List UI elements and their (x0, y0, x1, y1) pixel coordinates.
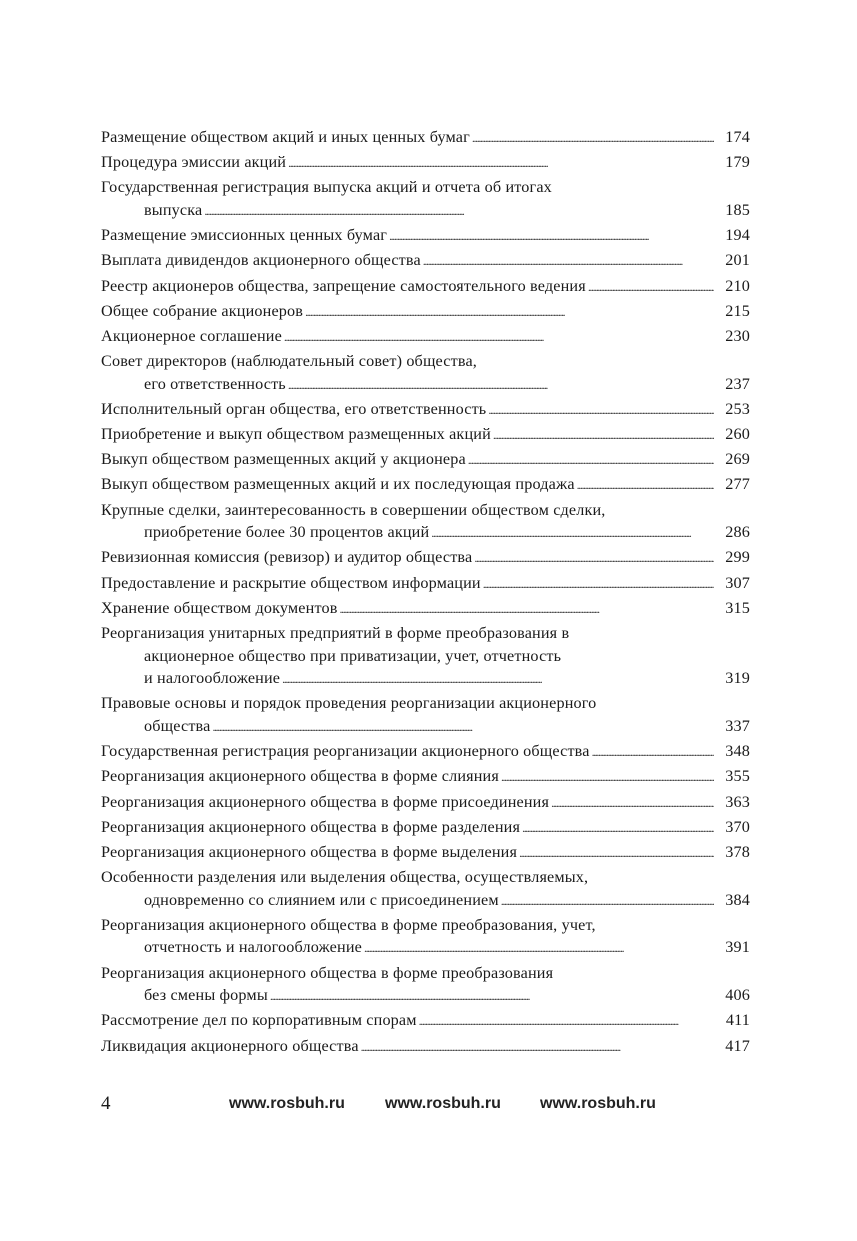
toc-page-number: 269 (725, 450, 750, 469)
dot-leader (212, 715, 714, 739)
toc-entry-title: Правовые основы и порядок проведения реорганизации акционерного (101, 694, 597, 713)
toc-page-number: 355 (725, 767, 750, 786)
toc-page-number: 370 (725, 817, 750, 836)
toc-entry[interactable] (101, 325, 750, 349)
toc-page-number: 348 (725, 742, 750, 761)
toc-page-number: 179 (725, 153, 750, 172)
toc-entry-title: одновременно со слиянием или с присоединением (144, 890, 499, 909)
dot-leader (389, 224, 714, 248)
toc-entry[interactable] (101, 692, 750, 738)
toc-entry-title: Особенности разделения или выделения общества, осуществляемых, (101, 868, 589, 887)
toc-entry-title: Хранение обществом документов (101, 598, 338, 617)
dot-leader (340, 597, 714, 621)
toc-page-number: 174 (725, 128, 750, 146)
toc-entry[interactable] (101, 622, 750, 691)
toc-entry[interactable] (101, 176, 750, 222)
toc-entry[interactable] (101, 816, 750, 840)
toc-entry[interactable] (101, 473, 750, 497)
toc-entry[interactable] (101, 249, 750, 273)
dot-leader (361, 1035, 714, 1059)
toc-entry-title: Реорганизация акционерного общества в форме преобразования, учет, (101, 915, 596, 934)
toc-entry-title: Выкуп обществом размещенных акций и их последующая продажа (101, 475, 575, 494)
dot-leader (501, 765, 714, 789)
toc-entry[interactable] (101, 962, 750, 1008)
toc-page-number: 315 (725, 598, 750, 617)
toc-entry-title: Реестр акционеров общества, запрещение самостоятельного ведения (101, 276, 586, 295)
toc-entry[interactable] (101, 765, 750, 789)
toc-page-number: 391 (725, 938, 750, 957)
toc-page-number: 406 (725, 986, 750, 1005)
toc-entry-title: выпуска (144, 200, 203, 219)
dot-leader (288, 373, 714, 397)
toc-entry-title: и налогообложение (144, 669, 281, 688)
dot-leader (419, 1009, 714, 1033)
toc-entry-title: Совет директоров (наблюдательный совет) общества, (101, 352, 477, 371)
dot-leader (305, 300, 714, 324)
toc-entry-title: Размещение эмиссионных ценных бумаг (101, 226, 388, 245)
dot-leader (431, 521, 714, 545)
toc-entry-title: Государственная регистрация реорганизации акционерного общества (101, 742, 590, 761)
toc-entry-title: Реорганизация акционерного общества в форме присоединения (101, 792, 550, 811)
toc-entry[interactable] (101, 1009, 750, 1033)
dot-leader (204, 199, 714, 223)
dot-leader (282, 667, 714, 691)
toc-entry[interactable] (101, 398, 750, 422)
toc-page-number: 319 (725, 669, 750, 688)
toc-page-number: 299 (725, 548, 750, 567)
toc-page-number: 210 (725, 276, 750, 295)
toc-page-number: 307 (725, 573, 750, 592)
toc-entry-title: Общее собрание акционеров (101, 301, 304, 320)
dot-leader (483, 572, 714, 596)
toc-entry[interactable] (101, 224, 750, 248)
toc-entry-title: его ответственность (144, 374, 286, 393)
dot-leader (468, 448, 714, 472)
dot-leader (577, 473, 714, 497)
dot-leader (472, 126, 714, 150)
dot-leader (488, 398, 714, 422)
toc-entry-title: Размещение обществом акций и иных ценных бумаг (101, 128, 470, 146)
dot-leader (551, 791, 714, 815)
toc-entry-title: Приобретение и выкуп обществом размещенных акций (101, 425, 491, 444)
toc-page-number: 337 (725, 716, 750, 735)
toc-entry-title: Реорганизация акционерного общества в форме слияния (101, 767, 499, 786)
toc-entry[interactable] (101, 350, 750, 396)
toc-entry-title: Выкуп обществом размещенных акций у акционера (101, 450, 466, 469)
toc-entry[interactable] (101, 448, 750, 472)
toc-entry-title: Процедура эмиссии акций (101, 153, 287, 172)
toc-entry-title: без смены формы (144, 986, 268, 1005)
toc-page-number: 286 (725, 523, 750, 542)
dot-leader (364, 936, 714, 960)
toc-entry[interactable] (101, 423, 750, 447)
dot-leader (474, 546, 714, 570)
dot-leader (501, 889, 714, 913)
footer-website-link[interactable]: www.rosbuh.ru (229, 1095, 345, 1112)
page-number: 4 (101, 1093, 111, 1114)
toc-page-number: 201 (725, 251, 750, 270)
dot-leader (522, 816, 714, 840)
footer-website-link[interactable]: www.rosbuh.ru (385, 1095, 501, 1112)
toc-entry-title: Акционерное соглашение (101, 326, 282, 345)
toc-entry[interactable] (101, 914, 750, 960)
toc-entry[interactable] (101, 572, 750, 596)
dot-leader (592, 740, 714, 764)
dot-leader (288, 151, 714, 175)
toc-entry[interactable] (101, 151, 750, 175)
dot-leader (284, 325, 714, 349)
toc-entry-title: Реорганизация унитарных предприятий в форме преобразования в (101, 623, 570, 642)
toc-page-number: 253 (725, 399, 750, 418)
toc-entry[interactable] (101, 866, 750, 912)
dot-leader (423, 249, 714, 273)
dot-leader (270, 984, 714, 1008)
toc-page-number: 384 (725, 890, 750, 909)
toc-page-number: 230 (725, 326, 750, 345)
toc-entry[interactable] (101, 499, 750, 545)
toc-page-number: 378 (725, 842, 750, 861)
dot-leader (493, 423, 714, 447)
toc-entry-title: акционерное общество при приватизации, учет, отчетность (144, 646, 562, 665)
toc-entry-title: общества (144, 716, 211, 735)
toc-entry[interactable] (101, 546, 750, 570)
toc-entry-title: Ревизионная комиссия (ревизор) и аудитор общества (101, 548, 473, 567)
toc-entry-title: Реорганизация акционерного общества в форме преобразования (101, 963, 554, 982)
toc-page-number: 411 (725, 1011, 750, 1030)
toc-page-number: 363 (725, 792, 750, 811)
toc-entry-title: Рассмотрение дел по корпоративным спорам (101, 1011, 417, 1030)
toc-page-number: 185 (725, 200, 750, 219)
toc-entry-title: Выплата дивидендов акционерного общества (101, 251, 421, 270)
toc-entry-title: Реорганизация акционерного общества в форме разделения (101, 817, 521, 836)
toc-entry[interactable] (101, 275, 750, 299)
toc-entry[interactable] (101, 740, 750, 764)
toc-entry-title: Реорганизация акционерного общества в форме выделения (101, 842, 518, 861)
toc-page-number: 194 (725, 226, 750, 245)
toc-page-number: 260 (725, 425, 750, 444)
toc-page-number: 215 (725, 301, 750, 320)
dot-leader (588, 275, 714, 299)
toc-entry[interactable] (101, 791, 750, 815)
toc-entry-title: Государственная регистрация выпуска акций и отчета об итогах (101, 178, 552, 197)
footer-website-link[interactable]: www.rosbuh.ru (540, 1095, 656, 1112)
toc-entry[interactable] (101, 597, 750, 621)
toc-entry-title: отчетность и налогообложение (144, 938, 362, 957)
table-of-contents (101, 126, 750, 1060)
toc-page-number: 417 (725, 1036, 750, 1055)
toc-page-number: 277 (725, 475, 750, 494)
page-footer (101, 1093, 751, 1119)
toc-entry-title: Крупные сделки, заинтересованность в совершении обществом сделки, (101, 500, 606, 519)
toc-entry[interactable] (101, 300, 750, 324)
toc-entry-title: Ликвидация акционерного общества (101, 1036, 359, 1055)
toc-entry-title: Предоставление и раскрытие обществом информации (101, 573, 481, 592)
toc-entry-title: приобретение более 30 процентов акций (144, 523, 430, 542)
toc-entry[interactable] (101, 841, 750, 865)
toc-entry-title: Исполнительный орган общества, его ответственность (101, 399, 487, 418)
toc-page-number: 237 (725, 374, 750, 393)
toc-entry[interactable] (101, 126, 750, 150)
dot-leader (519, 841, 714, 865)
toc-entry[interactable] (101, 1035, 750, 1059)
